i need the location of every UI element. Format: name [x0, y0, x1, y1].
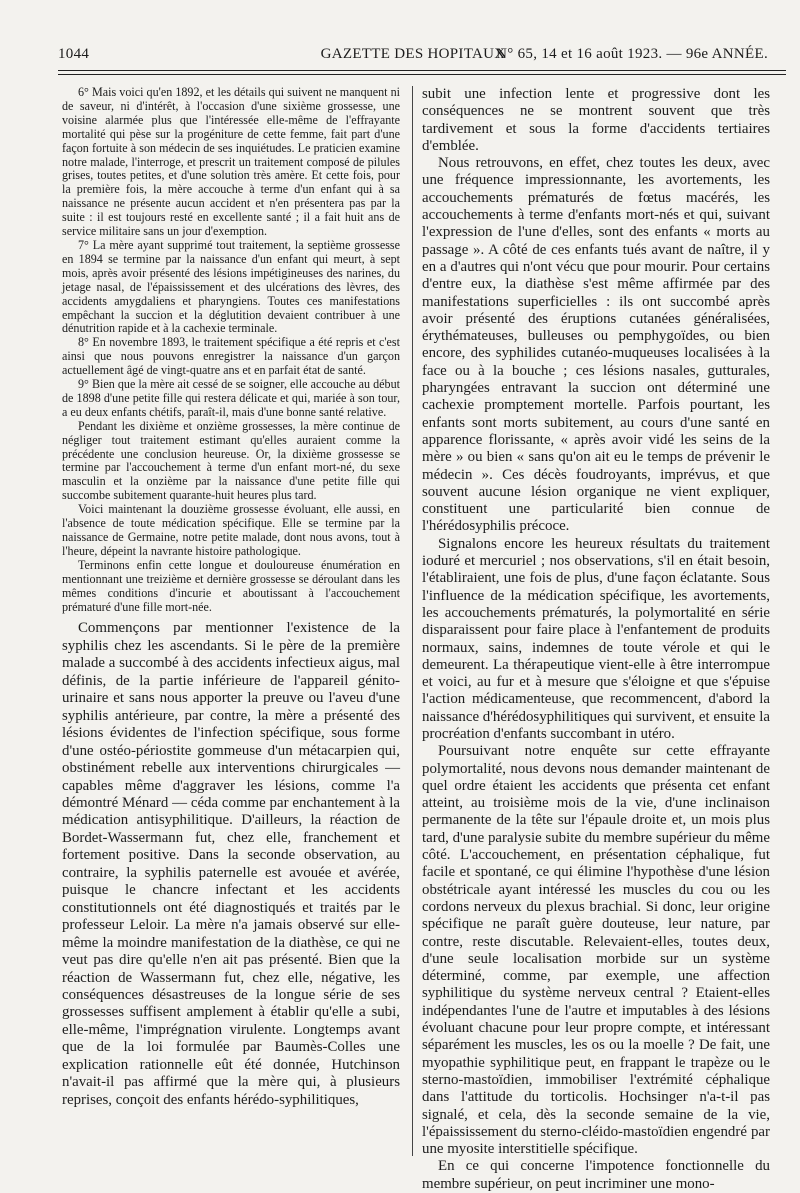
left-column [62, 86, 400, 1109]
header-rule-bottom [58, 74, 786, 75]
paragraph: Voici maintenant la douzième grossesse évoluant, elle aussi, en l'absence de toute médication spécifique. Elle se termine par la naissance de Germaine, notre petite malade, dont nous avons, tout à l'heure, dépeint la navrante histoire pathologique. [62, 502, 400, 558]
paragraph: 8° En novembre 1893, le traitement spécifique a été repris et c'est ainsi que nous pouvons enregistrer la naissance d'un garçon actuellement âgé de vingt-quatre ans et en parfait état de santé. [62, 335, 400, 378]
paragraph: Poursuivant notre enquête sur cette effrayante polymortalité, nous devons nous demander maintenant de quel ordre étaient les accidents que présenta cet enfant atteint, au troisième mois de la vie, d'une inclinaison permanente de la tête sur l'épaule droite et, un mois plus tard, d'une paralysie subite du membre supérieur du même côté. L'accouchement, en présentation céphalique, fut facile et spontané, ce qui élimine l'hypothèse d'une lésion obstétricale ayant intéressé les muscles du cou ou les cordons nerveux du plexus brachial. Si donc, leur origine spécifique ne paraît guère douteuse, leur nature, par contre, reste discutable. Relevaient-elles, toutes deux, d'une seule localisation morbide sur un système déterminé, comme, par exemple, une affection syphilitique du système nerveux central ? Etaient-elles indépendantes l'une de l'autre et imputables à des lésions évoluant chacune pour leur propre compte, et intéressant séparément les muscles, les os ou la moelle ? De fait, une myopathie syphilitique peut, en frappant le trapèze ou le sterno-mastoïdien, immobiliser l'extrémité céphalique dans l'attitude du torticolis. Hochsinger n'a-t-il pas signalé, et cela, dès la seconde semaine de la vie, l'épaississement du sterno-cléido-mastoïdien engendré par une myosite interstitielle spécifique. [422, 743, 770, 1158]
paragraph: Pendant les dixième et onzième grossesses, la mère continue de négliger tout traitement estimant qu'elles auraient comme la précédente une conclusion heureuse. Or, la dixième grossesse se termine par l'accouchement à terme d'un enfant mort-né, du sexe masculin et la onzième par la naissance d'une petite fille qui succombe subitement quarante-huit heures plus tard. [62, 418, 400, 503]
paragraph: Signalons encore les heureux résultats du traitement ioduré et mercuriel ; nos observations, s'il en était besoin, l'établiraient, une fois de plus, d'une façon éclatante. Sous l'influence de la médication spécifique, les avortements, les accouchements prématurés, la polymortalité en série disparaissent pour faire place à l'enfantement de produits normaux, sains, indemnes de toute vérole et qui le demeurent. La thérapeutique vient-elle à être interrompue et voici, au fur et à mesure que s'éloigne et que s'épuise l'action médicamenteuse, que recommencent, d'abord la naissance d'hérédosyphilitiques qui survivent, et ensuite la procréation d'enfants succombant in utéro. [422, 535, 770, 742]
paragraph: Commençons par mentionner l'existence de la syphilis chez les ascendants. Si le père de la première malade a succombé à des accidents infectieux aigus, mal définis, de la partie inférieure de l'appareil génito-urinaire et sans nous apporter la preuve ou l'aveu d'une syphilis antérieure, par contre, la mère a présenté des lésions évidentes de l'infection spécifique, sous forme d'une ostéo-périostite gommeuse d'un métacarpien qui, obstinément rebelle aux interventions chirurgicales — capables même d'aggraver les lésions, comme l'a démontré Ménard — céda comme par enchantement à la médication antisyphilitique. D'ailleurs, la réaction de Bordet-Wassermann fut, chez elle, franchement et fortement positive. Dans la seconde observation, au contraire, la syphilis paternelle est avouée et avérée, puisque le chancre infectant et les accidents constitutionnels ont été diagnostiqués et traités par le professeur Leloir. La mère n'a jamais observé sur elle-même la moindre manifestation de la diathèse, ce qui ne veut pas dire qu'elle n'en ait pas présenté. Bien que la réaction de Wassermann fut, chez elle, négative, les conséquences désastreuses de la longue série de ses grossesses suffisent amplement à établir qu'elle a subi, elle-même, l'imprégnation virulente. Longtemps avant que de la loi formulée par Baumès-Colles une explication rationnelle eût été donnée, Hutchinson n'avait-il pas affirmé que la mère qui, à plusieurs reprises, conçoit des enfants hérédo-syphilitiques, [62, 620, 400, 1108]
paragraph: 6° Mais voici qu'en 1892, et les détails qui suivent ne manquent ni de saveur, ni d'intérêt, à l'occasion d'une sixième grossesse, une voisine alarmée plus que l'intéressée elle-même de l'effrayante mortalité qui pèse sur la progéniture de cette femme, fait part d'une façon fortuite à son médecin de ses inquiétudes. Le praticien examine notre malade, l'interroge, et prescrit un traitement composé de pilules grises, toutes petites, et d'une solution très amère. Et cette fois, pour la première fois, la mère accouche à terme d'un enfant qui à sa naissance ne présente aucun accident et n'en présentera pas par la suite : il est toujours resté en excellente santé ; il a fait huit ans de service militaire sans un jour d'exemption. [62, 85, 400, 239]
page-number: 1044 [58, 46, 90, 62]
discussion-section [62, 620, 400, 1109]
paragraph: Nous retrouvons, en effet, chez toutes les deux, avec une fréquence impressionnante, les avortements, les accouchements prématurés de fœtus macérés, les accouchements à terme d'enfants mort-nés et qui, suivant l'expression de l'une d'elles, sont des enfants « morts au passage ». A côté de ces enfants tués avant de naître, il y en a d'autres qui n'ont vécu que pour mourir. Pour certains d'entre eux, la diathèse s'est même affirmée par des manifestations superficielles : ils ont succombé après avoir présenté des éruptions cutanées généralisées, érythémateuses, bulleuses ou pemphygoïdes, ou bien encore, des syphilides cutanéo-muqueuses localisées à la face ou à la bouche ; ces lésions nasales, gutturales, pharyngées entravant la succion ont déterminé une cachexie promptement mortelle. Parfois pourtant, les enfants sont morts subitement, au cours d'une santé en apparence florissante, « après avoir vidé les seins de la mère » ou bien « sans qu'on ait eu le temps de prévenir le médecin ». Ces décès foudroyants, imprévus, et que souvent aucune lésion organique ne vient expliquer, constituent une particularité bien connue de l'hérédosyphilis précoce. [422, 155, 770, 535]
right-column [422, 86, 770, 1193]
column-divider [412, 86, 413, 1156]
journal-title: GAZETTE DES HOPITAUX [320, 46, 506, 62]
header-rule-top [58, 70, 786, 71]
paragraph: Terminons enfin cette longue et douloureuse énumération en mentionnant une treizième et dernière grossesse se déroulant dans les mêmes conditions d'incurie et aboutissant à l'accouchement prématuré d'une fille mort-née. [62, 557, 400, 614]
paragraph: 7° La mère ayant supprimé tout traitement, la septième grossesse en 1894 se termine par la naissance d'un enfant qui meurt, à sept mois, après avoir présenté des lésions impétigineuses des narines, du jetage nasal, de l'épaississement et des ulcérations des lèvres, des accidents amygdaliens et pharyngiens. Toutes ces manifestations empêchant la succion et la déglutition devaient contribuer à une dénutrition rapide et à la cachexie terminale. [62, 237, 400, 336]
issue-info: N° 65, 14 et 16 août 1923. — 96e ANNÉE. [496, 46, 768, 62]
case-history-section [62, 86, 400, 614]
page-header [58, 40, 768, 66]
paragraph-continuation: subit une infection lente et progressive dont les conséquences ne se montrent souvent que très tardivement et sous la forme d'accidents tertiaires d'emblée. [422, 86, 770, 154]
paragraph: 9° Bien que la mère ait cessé de se soigner, elle accouche au début de 1898 d'une petite fille qui restera délicate et qui, mariée à son tour, a eu deux enfants chétifs, paraît-il, mais d'une bonne santé relative. [62, 377, 400, 419]
paragraph: En ce qui concerne l'impotence fonctionnelle du membre supérieur, on peut incriminer une mono- [422, 1158, 770, 1192]
